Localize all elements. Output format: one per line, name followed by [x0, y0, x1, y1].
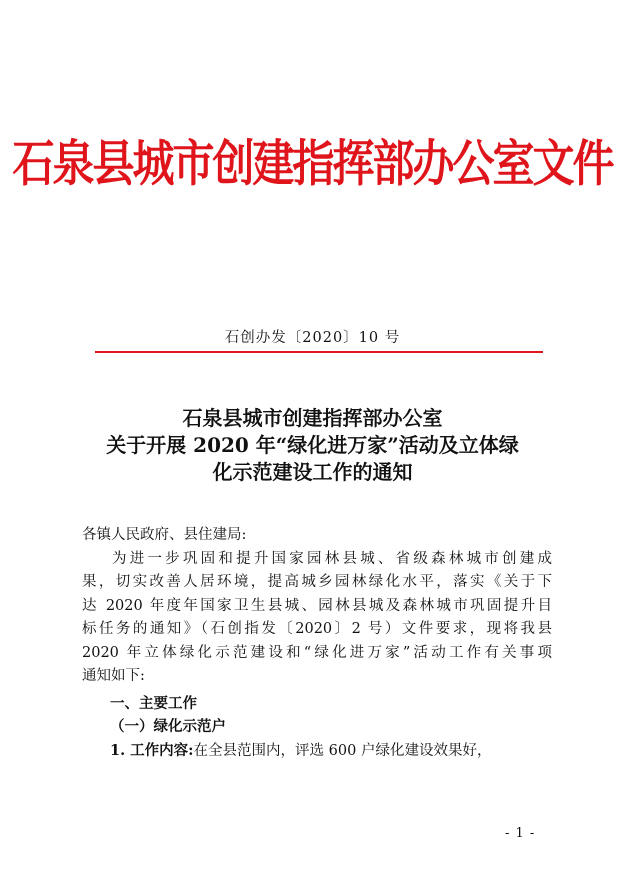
- subject-line-3: 化示范建设工作的通知: [212, 460, 413, 484]
- paragraph-line: 标任务的通知》（石创指发〔2020〕2 号）文件要求，现将我县: [82, 621, 552, 637]
- subject-line-2: 关于开展 2020 年“绿化进万家”活动及立体绿: [106, 433, 519, 457]
- section-heading: 一、主要工作: [110, 694, 197, 712]
- red-header-title: 石泉县城市创建指挥部办公室文件: [12, 134, 613, 193]
- paragraph-line: 果，切实改善人居环境，提高城乡园林绿化水平，落实《关于下: [82, 574, 552, 590]
- addressee: 各镇人民政府、县住建局:: [82, 527, 247, 543]
- paragraph-line: 通知如下:: [82, 668, 145, 684]
- document-body: [82, 524, 552, 763]
- subsection-heading: （一）绿化示范户: [110, 718, 226, 735]
- red-separator-line: [95, 351, 543, 353]
- paragraph-line: 为进一步巩固和提升国家园林县城、省级森林城市创建成: [112, 550, 552, 567]
- paragraph-line: 达 2020 年度年国家卫生县城、园林县城及森林城市巩固提升目: [82, 597, 552, 614]
- page-number: - 1 -: [505, 826, 536, 841]
- work-item-text: 在全县范围内，评选 600 户绿化建设效果好，: [193, 742, 492, 759]
- work-item: [82, 739, 552, 764]
- document-subject: [0, 405, 625, 486]
- subject-line-1: 石泉县城市创建指挥部办公室: [182, 406, 443, 430]
- work-item-label: 1. 工作内容:: [110, 741, 194, 759]
- document-number: 石创办发〔2020〕10 号: [224, 330, 401, 346]
- paragraph-line: 2020 年立体绿化示范建设和“绿化进万家”活动工作有关事项: [82, 644, 552, 661]
